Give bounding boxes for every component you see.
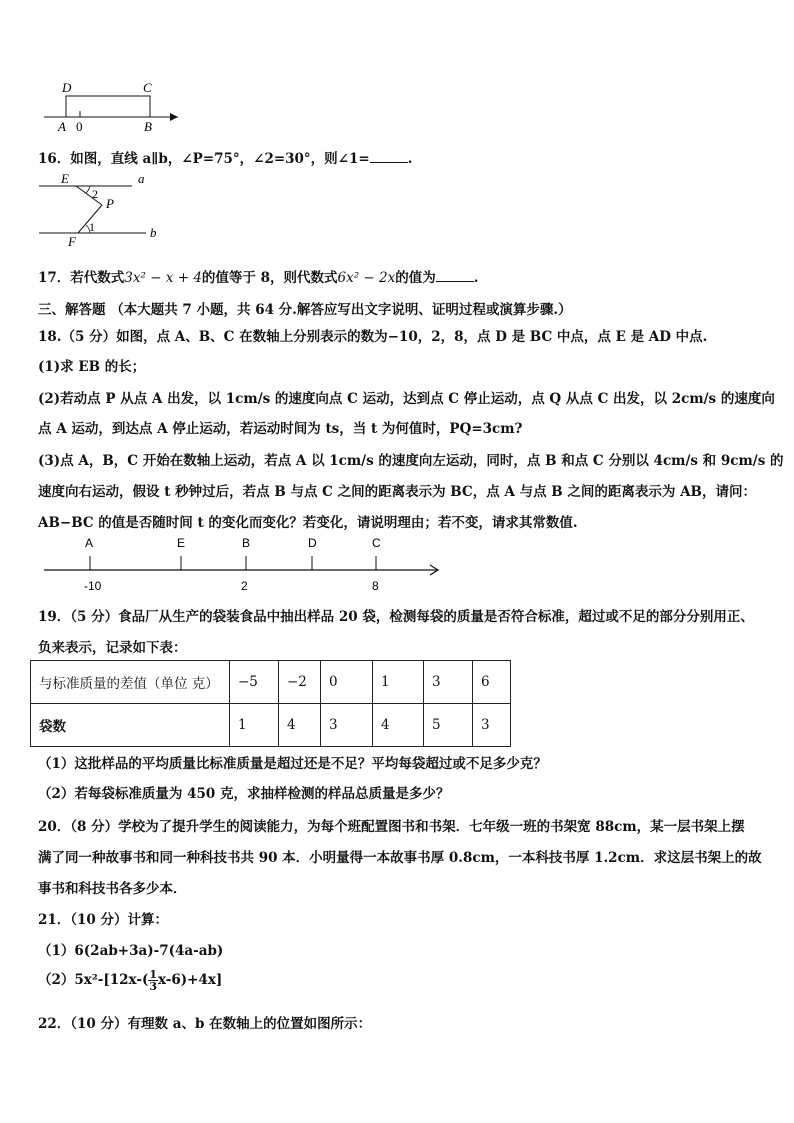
- q18-part3-line1: (3)点 A，B，C 开始在数轴上运动，若点 A 以 1cm/s 的速度向左运动，同时，点 B 和点 C 分别以 4cm/s 和 9cm/s 的: [38, 453, 784, 469]
- table-cell: 1: [230, 704, 279, 747]
- q16-text: [38, 147, 758, 167]
- axis-label-A: A: [85, 536, 94, 550]
- q20-line1: 20．（8 分）学校为了提升学生的阅读能力，为每个班配置图书和书架．七年级一班的书架宽 88cm，某一层书架上摆: [38, 819, 745, 835]
- q22-stem: 22．（10 分）有理数 a、b 在数轴上的位置如图所示：: [38, 1016, 372, 1032]
- q16-answer-blank: [370, 150, 408, 163]
- q17-middle: 的值等于 8，则代数式: [201, 270, 338, 286]
- tick-label-neg10: -10: [84, 579, 102, 593]
- q17-prefix: 17．若代数式: [38, 270, 125, 286]
- q17-end: .: [473, 270, 479, 286]
- q20-line3: 事书和科技书各多少本．: [38, 881, 187, 897]
- q21-part2-pre: （2）5x²-[12x-(: [38, 972, 149, 988]
- q21-part2-post: x-6)+4x]: [157, 972, 223, 988]
- label-b: b: [150, 225, 157, 240]
- table-header-cell: 与标准质量的差值（单位 克）: [31, 661, 230, 704]
- q17-expr2: 6x² − 2x: [337, 270, 396, 286]
- q15-figure: [36, 78, 186, 136]
- q19-stem-line2: 负来表示，记录如下表：: [38, 640, 187, 656]
- section-heading: 三、解答题 （本大题共 7 小题，共 64 分.解答应写出文字说明、证明过程或演算步骤.）: [38, 302, 572, 318]
- q19-table: [30, 660, 511, 747]
- q18-part3-line2: 速度向右运动，假设 t 秒钟过后，若点 B 与点 C 之间的距离表示为 BC，点 A 与点 B 之间的距离表示为 AB，请问：: [38, 484, 756, 500]
- q16-end: .: [407, 151, 413, 167]
- label-P: P: [106, 196, 114, 211]
- label-0: 0: [76, 119, 83, 134]
- q21-part2: [38, 968, 758, 992]
- q18-stem: 18.（5 分）如图，点 A、B、C 在数轴上分别表示的数为−10，2，8，点 D 是 BC 中点，点 E 是 AD 中点.: [38, 329, 708, 345]
- table-row: [31, 704, 511, 747]
- table-cell: 3: [473, 704, 511, 747]
- axis-label-C: C: [372, 536, 381, 550]
- q21-part1: （1）6(2ab+3a)-7(4a-ab): [38, 943, 224, 959]
- q18-number-line: [38, 532, 448, 598]
- q17-expr1: 3x² − x + 4: [124, 270, 202, 286]
- q16-stem: 16．如图，直线 a∥b，∠P=75°，∠2=30°，则∠1=: [38, 151, 370, 167]
- q19-stem-line1: 19．（5 分）食品厂从生产的袋装食品中抽出样品 20 袋，检测每袋的质量是否符合标准，超过或不足的部分分别用正、: [38, 609, 754, 625]
- label-C: C: [143, 80, 152, 95]
- label-B: B: [144, 119, 152, 134]
- table-cell: −5: [230, 661, 279, 704]
- table-cell: 1: [373, 661, 424, 704]
- table-cell: 6: [473, 661, 511, 704]
- label-F: F: [68, 234, 76, 248]
- label-a: a: [138, 171, 145, 186]
- q18-part2-line2: 点 A 运动，到达点 A 停止运动，若运动时间为 ts，当 t 为何值时，PQ=3cm?: [38, 421, 523, 437]
- table-cell: −2: [279, 661, 321, 704]
- q19-part2: （2）若每袋标准质量为 450 克，求抽样检测的样品总质量是多少？: [38, 786, 450, 802]
- table-cell: 5: [424, 704, 473, 747]
- table-row: [31, 661, 511, 704]
- q17-suffix: 的值为: [395, 270, 436, 286]
- q21-stem: 21．（10 分）计算：: [38, 912, 169, 928]
- tick-label-2: 2: [241, 579, 248, 593]
- fraction: [148, 969, 158, 992]
- label-D: D: [62, 80, 72, 95]
- q16-figure: [34, 170, 164, 248]
- table-cell: 3: [424, 661, 473, 704]
- q18-part1: (1)求 EB 的长；: [38, 359, 146, 375]
- label-A: A: [58, 119, 66, 134]
- q18-part2-line1: (2)若动点 P 从点 A 出发，以 1cm/s 的速度向点 C 运动，达到点 C 停止运动，点 Q 从点 C 出发，以 2cm/s 的速度向: [38, 391, 775, 407]
- label-E: E: [61, 171, 69, 186]
- q18-part3-line3: AB−BC 的值是否随时间 t 的变化而变化？若变化，请说明理由；若不变，请求其常数值.: [38, 515, 578, 531]
- axis-label-D: D: [308, 536, 317, 550]
- axis-label-E: E: [177, 536, 186, 550]
- table-cell: 3: [321, 704, 373, 747]
- q17-answer-blank: [436, 269, 474, 282]
- fraction-denominator: 3: [149, 980, 157, 993]
- label-1: 1: [89, 220, 95, 234]
- table-cell: 0: [321, 661, 373, 704]
- table-cell: 4: [279, 704, 321, 747]
- table-header-cell: 袋数: [31, 704, 230, 747]
- tick-label-8: 8: [372, 579, 379, 593]
- axis-label-B: B: [242, 536, 251, 550]
- q19-part1: （1）这批样品的平均质量比标准质量是超过还是不足？平均每袋超过或不足多少克？: [38, 756, 547, 772]
- q17-text: [38, 266, 758, 286]
- q20-line2: 满了同一种故事书和同一种科技书共 90 本．小明量得一本故事书厚 0.8cm，一本科技书厚 1.2cm．求这层书架上的故: [38, 850, 762, 866]
- fraction-numerator: 1: [149, 968, 157, 981]
- label-2: 2: [92, 187, 98, 201]
- table-cell: 4: [373, 704, 424, 747]
